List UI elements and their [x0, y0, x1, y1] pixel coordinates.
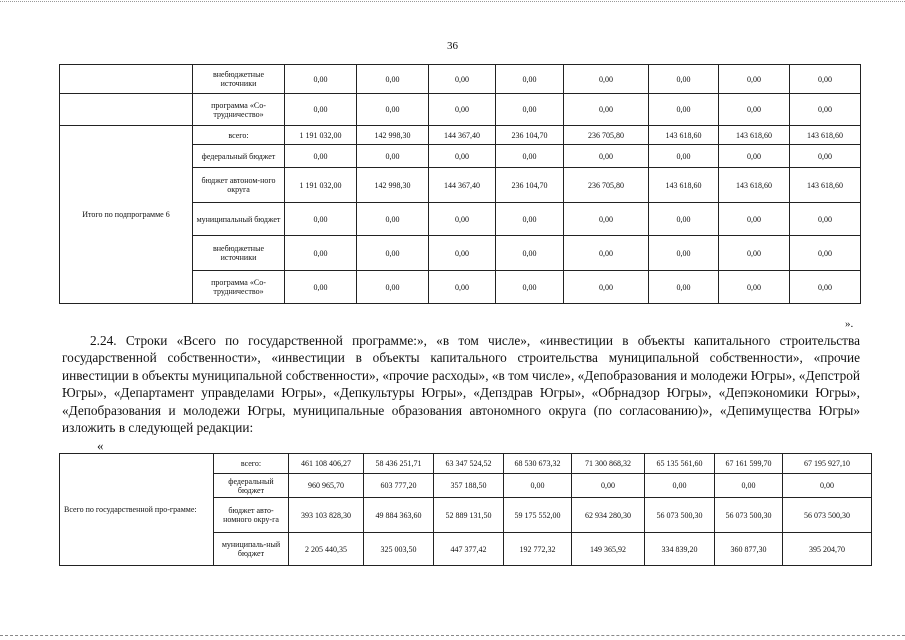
table-cell: 63 347 524,52: [434, 454, 504, 474]
table-cell: 0,00: [285, 65, 357, 94]
empty-cell: [60, 65, 193, 94]
table-cell: 357 188,50: [434, 474, 504, 498]
table-cell: 960 965,70: [289, 474, 364, 498]
table-row: [60, 65, 861, 94]
continued-table: [59, 64, 861, 304]
table-cell: 1 191 032,00: [285, 168, 357, 203]
row-label: муниципальный бюджет: [193, 203, 285, 236]
table-cell: 0,00: [285, 271, 357, 304]
group-label: Итого по подпрограмме 6: [60, 126, 193, 304]
table-cell: 447 377,42: [434, 533, 504, 566]
scan-edge-top: [0, 1, 905, 2]
table-cell: 236 705,80: [564, 126, 649, 145]
table-cell: 0,00: [715, 474, 783, 498]
row-label: всего:: [214, 454, 289, 474]
table-cell: 0,00: [496, 65, 564, 94]
table-cell: 0,00: [496, 271, 564, 304]
row-label: всего:: [193, 126, 285, 145]
table-cell: 236 705,80: [564, 168, 649, 203]
table-cell: 59 175 552,00: [504, 498, 572, 533]
table-cell: 0,00: [504, 474, 572, 498]
table-cell: 0,00: [719, 236, 790, 271]
table-cell: 58 436 251,71: [364, 454, 434, 474]
table-cell: 603 777,20: [364, 474, 434, 498]
row-label: программа «Со-трудничество»: [193, 94, 285, 126]
table-cell: 0,00: [645, 474, 715, 498]
table-cell: 0,00: [649, 65, 719, 94]
table-cell: 0,00: [429, 236, 496, 271]
table-cell: 395 204,70: [783, 533, 872, 566]
table-cell: 0,00: [496, 236, 564, 271]
table-cell: 0,00: [357, 271, 429, 304]
table-cell: 0,00: [564, 145, 649, 168]
row-label: муниципаль-ный бюджет: [214, 533, 289, 566]
table-cell: 0,00: [429, 65, 496, 94]
table-cell: 62 934 280,30: [572, 498, 645, 533]
table-cell: 49 884 363,60: [364, 498, 434, 533]
table-cell: 0,00: [719, 203, 790, 236]
empty-cell: [60, 94, 193, 126]
table-cell: 360 877,30: [715, 533, 783, 566]
table-cell: 0,00: [429, 203, 496, 236]
table-cell: 0,00: [285, 203, 357, 236]
table-cell: 52 889 131,50: [434, 498, 504, 533]
table-cell: 236 104,70: [496, 168, 564, 203]
table-cell: 56 073 500,30: [645, 498, 715, 533]
table-cell: 0,00: [564, 65, 649, 94]
table-cell: 0,00: [357, 236, 429, 271]
table-cell: 0,00: [649, 236, 719, 271]
table-cell: 143 618,60: [649, 126, 719, 145]
table-cell: 0,00: [496, 94, 564, 126]
page-number: 36: [447, 40, 458, 52]
table-cell: 71 300 868,32: [572, 454, 645, 474]
table-cell: 334 839,20: [645, 533, 715, 566]
table-cell: 0,00: [357, 145, 429, 168]
table-cell: 0,00: [429, 271, 496, 304]
table-cell: 143 618,60: [790, 168, 861, 203]
table-cell: 0,00: [649, 271, 719, 304]
row-label: внебюджетные источники: [193, 236, 285, 271]
row-label: федеральный бюджет: [214, 474, 289, 498]
table-cell: 0,00: [719, 94, 790, 126]
table-row: [60, 126, 861, 145]
table-cell: 65 135 561,60: [645, 454, 715, 474]
table-row: [60, 94, 861, 126]
table-cell: 143 618,60: [719, 168, 790, 203]
table-cell: 0,00: [429, 94, 496, 126]
table-cell: 0,00: [719, 65, 790, 94]
scan-edge-bottom: [0, 635, 905, 636]
table-cell: 0,00: [790, 65, 861, 94]
table-cell: 192 772,32: [504, 533, 572, 566]
table-cell: 0,00: [572, 474, 645, 498]
table-cell: 56 073 500,30: [715, 498, 783, 533]
table-cell: 0,00: [285, 94, 357, 126]
opening-quote: «: [97, 438, 104, 453]
table-cell: 144 367,40: [429, 168, 496, 203]
table-cell: 149 365,92: [572, 533, 645, 566]
group-label: Всего по государственной про-грамме:: [60, 454, 214, 566]
table-cell: 0,00: [564, 236, 649, 271]
table-cell: 67 161 599,70: [715, 454, 783, 474]
table-cell: 0,00: [719, 145, 790, 168]
closing-quote: ».: [845, 318, 854, 330]
table-cell: 144 367,40: [429, 126, 496, 145]
table-cell: 0,00: [783, 474, 872, 498]
table-cell: 0,00: [790, 94, 861, 126]
table-cell: 0,00: [790, 145, 861, 168]
table-cell: 0,00: [357, 94, 429, 126]
table-cell: 143 618,60: [790, 126, 861, 145]
table-cell: 461 108 406,27: [289, 454, 364, 474]
table-cell: 68 530 673,32: [504, 454, 572, 474]
table-cell: 0,00: [564, 94, 649, 126]
table-cell: 0,00: [649, 145, 719, 168]
table-cell: 0,00: [649, 203, 719, 236]
table-cell: 0,00: [790, 271, 861, 304]
new-table: [59, 453, 872, 566]
table-row: [60, 454, 872, 474]
table-cell: 143 618,60: [649, 168, 719, 203]
table-cell: 67 195 927,10: [783, 454, 872, 474]
table-cell: 0,00: [285, 145, 357, 168]
table-cell: 0,00: [285, 236, 357, 271]
table-cell: 56 073 500,30: [783, 498, 872, 533]
amendment-paragraph: 2.24. Строки «Всего по государственной программе:», «в том числе», «инвестиции в объекты капитального строительства государственной собственности», «инвестиции в объекты капитального строительства муниципальной собственности», «прочие инвестиции в объекты муниципальной собственности», «прочие расходы», «в том числе», «Депобразования и молодежи Югры», «Депстрой Югры», «Департамент управделами Югры», «Депкультуры Югры», «Депздрав Югры», «Обрнадзор Югры», «Депэкономики Югры», «Депобразования и молодежи Югры, муниципальные образования автономного округа (по согласованию)», «Депимущества Югры» изложить в следующей редакции:: [62, 333, 860, 436]
table-cell: 0,00: [564, 271, 649, 304]
table-cell: 143 618,60: [719, 126, 790, 145]
table-cell: 236 104,70: [496, 126, 564, 145]
table-cell: 0,00: [357, 203, 429, 236]
row-label: бюджет автоном-ного округа: [193, 168, 285, 203]
row-label: федеральный бюджет: [193, 145, 285, 168]
table-cell: 1 191 032,00: [285, 126, 357, 145]
table-cell: 0,00: [790, 203, 861, 236]
table-cell: 0,00: [357, 65, 429, 94]
row-label: внебюджетные источники: [193, 65, 285, 94]
table-cell: 0,00: [496, 203, 564, 236]
row-label: программа «Со-трудничество»: [193, 271, 285, 304]
table-cell: 0,00: [790, 236, 861, 271]
row-label: бюджет авто-номного окру-га: [214, 498, 289, 533]
table-cell: 142 998,30: [357, 168, 429, 203]
table-cell: 0,00: [564, 203, 649, 236]
table-cell: 0,00: [429, 145, 496, 168]
table-cell: 325 003,50: [364, 533, 434, 566]
table-cell: 2 205 440,35: [289, 533, 364, 566]
table-cell: 0,00: [649, 94, 719, 126]
table-cell: 0,00: [719, 271, 790, 304]
table-cell: 0,00: [496, 145, 564, 168]
table-cell: 393 103 828,30: [289, 498, 364, 533]
table-cell: 142 998,30: [357, 126, 429, 145]
